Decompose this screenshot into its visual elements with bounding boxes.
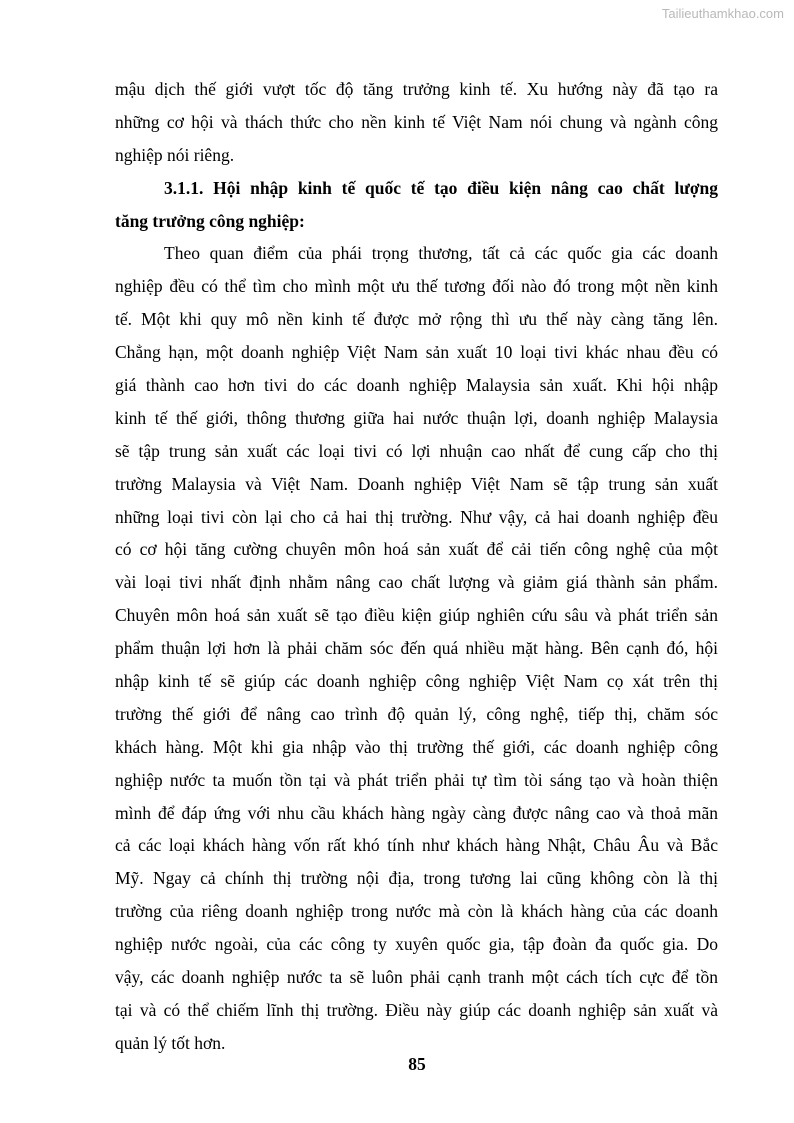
page-number: 85 (408, 1054, 426, 1074)
text-line: tế. Một khi quy mô nền kinh tế được mở rộng thì ưu thế này càng tăng lên. (115, 309, 718, 330)
text-line: Chuyên môn hoá sản xuất sẽ tạo điều kiện giúp nghiên cứu sâu và phát triển sản (115, 605, 718, 626)
text-line: trường Malaysia và Việt Nam. Doanh nghiệp Việt Nam sẽ tập trung sản xuất (115, 473, 718, 494)
text-line: những cơ hội và thách thức cho nền kinh tế Việt Nam nói chung và ngành công (115, 111, 718, 132)
text-line: vậy, các doanh nghiệp nước ta sẽ luôn phải cạnh tranh một cách tích cực để tồn (115, 967, 718, 988)
text-line: những loại tivi còn lại cho cả hai thị trường. Như vậy, cả hai doanh nghiệp đều (115, 506, 718, 527)
text-line: phẩm thuận lợi hơn là phải chăm sóc đến quá nhiều mặt hàng. Bên cạnh đó, hội (115, 638, 718, 659)
text-line: nghiệp nước ngoài, của các công ty xuyên quốc gia, tập đoàn đa quốc gia. Do (115, 934, 718, 955)
text-line: nghiệp nước ta muốn tồn tại và phát triển phải tự tìm tòi sáng tạo và hoàn thiện (115, 769, 718, 790)
text-line: nghiệp nói riêng. (115, 144, 235, 165)
paragraph-first-line: Theo quan điểm của phái trọng thương, tất cả các quốc gia các doanh (164, 243, 718, 264)
text-line: sẽ tập trung sản xuất các loại tivi có lợi nhuận cao nhất để cung cấp cho thị (115, 440, 718, 461)
text-line: nghiệp đều có thể tìm cho mình một ưu thế tương đối nào đó trong một nền kinh (115, 276, 718, 297)
text-line: kinh tế thế giới, thông thương giữa hai nước thuận lợi, doanh nghiệp Malaysia (115, 407, 718, 428)
text-line: trường của riêng doanh nghiệp trong nước mà còn là khách hàng của các doanh (115, 901, 718, 922)
text-line: nhập kinh tế sẽ giúp các doanh nghiệp công nghiệp Việt Nam cọ xát trên thị (115, 671, 718, 692)
text-line: Chẳng hạn, một doanh nghiệp Việt Nam sản xuất 10 loại tivi khác nhau đều có (115, 342, 718, 363)
text-line: có cơ hội tăng cường chuyên môn hoá sản xuất để cải tiến công nghệ của một (115, 539, 718, 560)
text-line: trường thế giới để nâng cao trình độ quản lý, công nghệ, tiếp thị, chăm sóc (115, 703, 718, 724)
section-heading: 3.1.1. Hội nhập kinh tế quốc tế tạo điều kiện nâng cao chất lượng (164, 177, 718, 198)
text-line: mậu dịch thế giới vượt tốc độ tăng trưởng kinh tế. Xu hướng này đã tạo ra (115, 79, 718, 99)
text-line: cả các loại khách hàng vốn rất khó tính như khách hàng Nhật, Châu Âu và Bắc (115, 835, 718, 856)
text-line: mình để đáp ứng với nhu cầu khách hàng ngày càng được nâng cao và thoả mãn (115, 802, 718, 823)
text-line: Mỹ. Ngay cả chính thị trường nội địa, trong tương lai cũng không còn là thị (115, 868, 718, 889)
text-line: vài loại tivi nhất định nhằm nâng cao chất lượng và giảm giá thành sản phẩm. (115, 572, 718, 593)
text-line: quản lý tốt hơn. (115, 1032, 226, 1053)
section-heading-continued: tăng trưởng công nghiệp: (115, 210, 305, 231)
text-line: tại và có thể chiếm lĩnh thị trường. Điều này giúp các doanh nghiệp sản xuất và (115, 999, 718, 1020)
watermark-text: Tailieuthamkhao.com (661, 6, 784, 21)
text-line: giá thành cao hơn tivi do các doanh nghiệp Malaysia sản xuất. Khi hội nhập (115, 375, 718, 396)
document-body (115, 73, 718, 1060)
text-line: khách hàng. Một khi gia nhập vào thị trường thế giới, các doanh nghiệp công (115, 736, 718, 757)
